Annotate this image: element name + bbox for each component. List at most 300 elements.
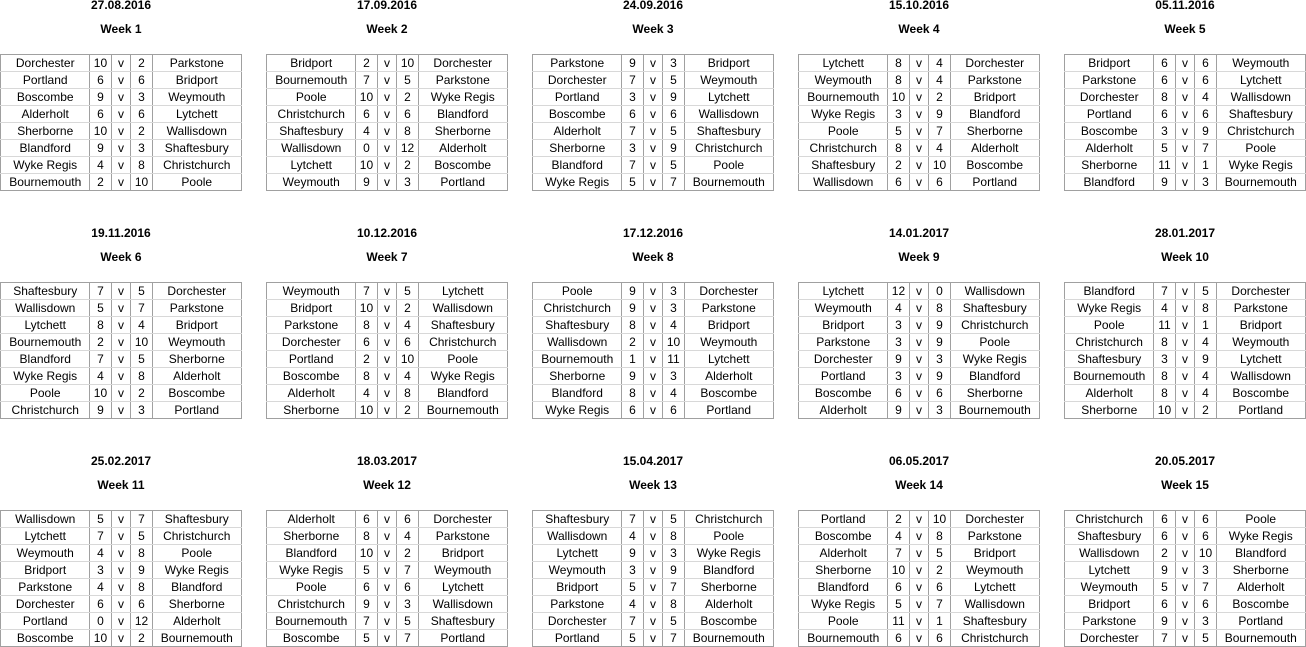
home-team: Wyke Regis bbox=[799, 106, 888, 123]
home-team: Sherborne bbox=[267, 402, 356, 419]
fixtures-table bbox=[532, 54, 774, 191]
fixture-row bbox=[799, 511, 1040, 528]
home-score: 6 bbox=[888, 385, 909, 402]
fixture-row bbox=[1, 630, 242, 647]
fixture-row bbox=[267, 511, 508, 528]
home-team: Alderholt bbox=[1065, 385, 1154, 402]
fixture-row bbox=[267, 55, 508, 72]
versus-label: v bbox=[377, 157, 397, 174]
week-date: 27.08.2016 bbox=[90, 0, 152, 12]
home-team: Wallisdown bbox=[533, 334, 622, 351]
home-score: 10 bbox=[356, 157, 377, 174]
home-team: Sherborne bbox=[267, 528, 356, 545]
away-score: 9 bbox=[929, 317, 950, 334]
versus-label: v bbox=[111, 55, 131, 72]
home-score: 10 bbox=[90, 55, 111, 72]
home-score: 9 bbox=[1154, 562, 1175, 579]
home-team: Christchurch bbox=[1065, 511, 1154, 528]
home-team: Weymouth bbox=[1, 545, 90, 562]
away-team: Lytchett bbox=[684, 351, 773, 368]
fixture-row bbox=[799, 613, 1040, 630]
fixtures-table bbox=[1064, 282, 1306, 419]
week-date: 18.03.2017 bbox=[356, 454, 418, 468]
away-team: Parkstone bbox=[684, 300, 773, 317]
away-team: Boscombe bbox=[684, 385, 773, 402]
home-team: Bournemouth bbox=[267, 613, 356, 630]
week-date: 17.12.2016 bbox=[622, 226, 684, 240]
fixtures-table bbox=[798, 510, 1040, 647]
away-score: 6 bbox=[397, 511, 418, 528]
fixture-row bbox=[1065, 283, 1306, 300]
fixture-row bbox=[1065, 317, 1306, 334]
fixture-row bbox=[1065, 89, 1306, 106]
versus-label: v bbox=[643, 562, 663, 579]
away-score: 7 bbox=[131, 300, 152, 317]
away-team: Weymouth bbox=[1216, 334, 1305, 351]
away-team: Boscombe bbox=[950, 157, 1039, 174]
versus-label: v bbox=[111, 613, 131, 630]
away-score: 6 bbox=[1195, 528, 1216, 545]
away-team: Portland bbox=[418, 630, 507, 647]
versus-label: v bbox=[909, 174, 929, 191]
away-team: Wallisdown bbox=[684, 106, 773, 123]
home-score: 4 bbox=[622, 596, 643, 613]
home-team: Bournemouth bbox=[533, 351, 622, 368]
home-score: 8 bbox=[1154, 89, 1175, 106]
home-team: Alderholt bbox=[267, 385, 356, 402]
versus-label: v bbox=[643, 157, 663, 174]
away-score: 2 bbox=[397, 157, 418, 174]
fixture-row bbox=[1, 300, 242, 317]
home-team: Parkstone bbox=[267, 317, 356, 334]
versus-label: v bbox=[909, 545, 929, 562]
fixture-row bbox=[1, 545, 242, 562]
home-team: Poole bbox=[799, 123, 888, 140]
home-team: Poole bbox=[533, 283, 622, 300]
home-team: Wallisdown bbox=[1, 511, 90, 528]
home-score: 6 bbox=[888, 630, 909, 647]
home-score: 3 bbox=[888, 106, 909, 123]
fixture-row bbox=[1, 368, 242, 385]
home-score: 9 bbox=[90, 140, 111, 157]
away-score: 6 bbox=[929, 174, 950, 191]
versus-label: v bbox=[1175, 630, 1195, 647]
week-title: Week 14 bbox=[895, 478, 943, 492]
home-score: 10 bbox=[90, 123, 111, 140]
home-score: 5 bbox=[888, 596, 909, 613]
away-team: Wallisdown bbox=[1216, 89, 1305, 106]
away-score: 9 bbox=[663, 562, 684, 579]
away-score: 2 bbox=[929, 562, 950, 579]
away-team: Sherborne bbox=[152, 351, 241, 368]
away-score: 6 bbox=[1195, 106, 1216, 123]
away-score: 2 bbox=[397, 545, 418, 562]
home-team: Lytchett bbox=[1065, 562, 1154, 579]
home-score: 7 bbox=[90, 283, 111, 300]
home-team: Parkstone bbox=[533, 596, 622, 613]
away-score: 1 bbox=[929, 613, 950, 630]
away-team: Wallisdown bbox=[418, 300, 507, 317]
fixture-row bbox=[533, 351, 774, 368]
away-team: Bournemouth bbox=[1216, 174, 1305, 191]
versus-label: v bbox=[1175, 596, 1195, 613]
fixture-row bbox=[1065, 55, 1306, 72]
away-team: Lytchett bbox=[1216, 72, 1305, 89]
fixture-row bbox=[533, 596, 774, 613]
home-team: Portland bbox=[1, 72, 90, 89]
home-team: Portland bbox=[267, 351, 356, 368]
versus-label: v bbox=[1175, 317, 1195, 334]
versus-label: v bbox=[643, 317, 663, 334]
versus-label: v bbox=[909, 579, 929, 596]
fixtures-table bbox=[0, 282, 242, 419]
away-score: 7 bbox=[663, 630, 684, 647]
home-score: 7 bbox=[356, 72, 377, 89]
away-team: Blandford bbox=[418, 106, 507, 123]
fixture-row bbox=[799, 351, 1040, 368]
home-score: 6 bbox=[90, 72, 111, 89]
away-team: Christchurch bbox=[418, 334, 507, 351]
home-score: 7 bbox=[622, 511, 643, 528]
away-team: Christchurch bbox=[684, 140, 773, 157]
fixture-row bbox=[267, 106, 508, 123]
fixture-row bbox=[799, 545, 1040, 562]
home-team: Portland bbox=[799, 511, 888, 528]
away-score: 3 bbox=[663, 368, 684, 385]
fixture-row bbox=[1, 613, 242, 630]
home-team: Poole bbox=[799, 613, 888, 630]
versus-label: v bbox=[643, 72, 663, 89]
away-team: Shaftesbury bbox=[1216, 106, 1305, 123]
versus-label: v bbox=[909, 402, 929, 419]
versus-label: v bbox=[643, 351, 663, 368]
fixture-row bbox=[799, 528, 1040, 545]
away-score: 4 bbox=[131, 317, 152, 334]
home-team: Bridport bbox=[1, 562, 90, 579]
away-score: 6 bbox=[397, 579, 418, 596]
away-score: 10 bbox=[397, 55, 418, 72]
home-team: Lytchett bbox=[799, 283, 888, 300]
away-team: Shaftesbury bbox=[950, 613, 1039, 630]
away-score: 8 bbox=[397, 385, 418, 402]
away-team: Boscombe bbox=[152, 385, 241, 402]
home-score: 9 bbox=[356, 174, 377, 191]
away-score: 3 bbox=[1195, 562, 1216, 579]
away-team: Portland bbox=[1216, 613, 1305, 630]
home-team: Dorchester bbox=[533, 613, 622, 630]
away-score: 12 bbox=[131, 613, 152, 630]
home-team: Dorchester bbox=[1, 596, 90, 613]
away-score: 6 bbox=[397, 334, 418, 351]
home-score: 3 bbox=[888, 317, 909, 334]
fixture-row bbox=[533, 89, 774, 106]
away-team: Lytchett bbox=[418, 579, 507, 596]
away-score: 9 bbox=[663, 140, 684, 157]
fixture-row bbox=[1065, 351, 1306, 368]
home-score: 9 bbox=[1154, 174, 1175, 191]
away-score: 9 bbox=[131, 562, 152, 579]
versus-label: v bbox=[377, 613, 397, 630]
versus-label: v bbox=[643, 123, 663, 140]
week-title: Week 9 bbox=[898, 250, 940, 264]
fixture-row bbox=[1065, 385, 1306, 402]
away-team: Blandford bbox=[1216, 545, 1305, 562]
away-team: Boscombe bbox=[684, 613, 773, 630]
away-team: Lytchett bbox=[1216, 351, 1305, 368]
away-team: Portland bbox=[152, 402, 241, 419]
home-team: Blandford bbox=[533, 157, 622, 174]
away-team: Parkstone bbox=[152, 55, 241, 72]
versus-label: v bbox=[643, 140, 663, 157]
home-team: Parkstone bbox=[1065, 72, 1154, 89]
fixture-row bbox=[533, 317, 774, 334]
home-team: Parkstone bbox=[1, 579, 90, 596]
home-score: 6 bbox=[888, 174, 909, 191]
fixture-row bbox=[533, 528, 774, 545]
versus-label: v bbox=[111, 283, 131, 300]
fixture-row bbox=[1, 140, 242, 157]
versus-label: v bbox=[377, 351, 397, 368]
fixture-row bbox=[1065, 402, 1306, 419]
home-team: Alderholt bbox=[267, 511, 356, 528]
home-team: Bridport bbox=[1065, 596, 1154, 613]
home-score: 9 bbox=[622, 55, 643, 72]
home-team: Bridport bbox=[267, 55, 356, 72]
week-date: 15.04.2017 bbox=[622, 454, 684, 468]
home-team: Alderholt bbox=[799, 545, 888, 562]
versus-label: v bbox=[909, 528, 929, 545]
away-team: Poole bbox=[1216, 140, 1305, 157]
away-score: 3 bbox=[1195, 613, 1216, 630]
versus-label: v bbox=[643, 630, 663, 647]
away-team: Weymouth bbox=[418, 562, 507, 579]
home-team: Sherborne bbox=[799, 562, 888, 579]
fixture-row bbox=[1065, 613, 1306, 630]
away-team: Bridport bbox=[950, 545, 1039, 562]
fixture-row bbox=[799, 123, 1040, 140]
home-score: 6 bbox=[90, 596, 111, 613]
versus-label: v bbox=[377, 317, 397, 334]
home-team: Lytchett bbox=[533, 545, 622, 562]
week-title: Week 12 bbox=[363, 478, 411, 492]
home-score: 6 bbox=[1154, 55, 1175, 72]
versus-label: v bbox=[1175, 613, 1195, 630]
away-team: Bridport bbox=[684, 317, 773, 334]
home-team: Christchurch bbox=[1, 402, 90, 419]
home-team: Poole bbox=[1065, 317, 1154, 334]
away-score: 4 bbox=[929, 72, 950, 89]
versus-label: v bbox=[111, 123, 131, 140]
away-score: 2 bbox=[131, 123, 152, 140]
away-score: 11 bbox=[663, 351, 684, 368]
versus-label: v bbox=[377, 174, 397, 191]
versus-label: v bbox=[377, 334, 397, 351]
home-score: 5 bbox=[888, 123, 909, 140]
away-score: 2 bbox=[131, 385, 152, 402]
away-score: 10 bbox=[131, 174, 152, 191]
versus-label: v bbox=[1175, 579, 1195, 596]
home-score: 9 bbox=[888, 351, 909, 368]
fixture-row bbox=[1, 283, 242, 300]
away-team: Wyke Regis bbox=[418, 368, 507, 385]
home-team: Portland bbox=[1, 613, 90, 630]
home-team: Christchurch bbox=[267, 106, 356, 123]
away-team: Christchurch bbox=[1216, 123, 1305, 140]
versus-label: v bbox=[909, 283, 929, 300]
fixture-row bbox=[799, 334, 1040, 351]
home-score: 7 bbox=[622, 123, 643, 140]
away-team: Dorchester bbox=[1216, 283, 1305, 300]
home-score: 6 bbox=[1154, 106, 1175, 123]
week-title: Week 2 bbox=[366, 22, 408, 36]
away-score: 3 bbox=[131, 402, 152, 419]
away-team: Sherborne bbox=[950, 385, 1039, 402]
home-team: Alderholt bbox=[1065, 140, 1154, 157]
home-score: 6 bbox=[90, 106, 111, 123]
home-team: Boscombe bbox=[1065, 123, 1154, 140]
away-score: 5 bbox=[663, 157, 684, 174]
away-team: Bridport bbox=[684, 55, 773, 72]
home-score: 6 bbox=[356, 334, 377, 351]
home-team: Portland bbox=[1065, 106, 1154, 123]
home-team: Alderholt bbox=[799, 402, 888, 419]
away-team: Portland bbox=[418, 174, 507, 191]
home-team: Bridport bbox=[533, 579, 622, 596]
versus-label: v bbox=[111, 140, 131, 157]
home-score: 10 bbox=[356, 545, 377, 562]
home-team: Portland bbox=[533, 89, 622, 106]
week-date: 14.01.2017 bbox=[888, 226, 950, 240]
away-team: Parkstone bbox=[950, 72, 1039, 89]
home-team: Bournemouth bbox=[799, 89, 888, 106]
away-score: 0 bbox=[929, 283, 950, 300]
home-team: Wyke Regis bbox=[1, 157, 90, 174]
fixture-row bbox=[533, 579, 774, 596]
away-score: 8 bbox=[131, 579, 152, 596]
week-date: 05.11.2016 bbox=[1155, 0, 1215, 12]
versus-label: v bbox=[909, 511, 929, 528]
away-team: Sherborne bbox=[152, 596, 241, 613]
home-score: 8 bbox=[1154, 334, 1175, 351]
away-team: Wallisdown bbox=[1216, 368, 1305, 385]
away-score: 2 bbox=[1195, 402, 1216, 419]
fixture-row bbox=[799, 55, 1040, 72]
home-team: Dorchester bbox=[799, 351, 888, 368]
home-score: 4 bbox=[356, 385, 377, 402]
fixture-row bbox=[1065, 300, 1306, 317]
away-team: Parkstone bbox=[950, 528, 1039, 545]
fixture-row bbox=[267, 89, 508, 106]
versus-label: v bbox=[909, 562, 929, 579]
home-score: 2 bbox=[888, 157, 909, 174]
versus-label: v bbox=[1175, 55, 1195, 72]
home-team: Boscombe bbox=[267, 368, 356, 385]
away-team: Blandford bbox=[418, 385, 507, 402]
fixture-row bbox=[267, 562, 508, 579]
away-team: Poole bbox=[152, 545, 241, 562]
home-team: Bridport bbox=[267, 300, 356, 317]
fixture-row bbox=[267, 613, 508, 630]
fixture-row bbox=[799, 283, 1040, 300]
away-team: Christchurch bbox=[950, 317, 1039, 334]
home-score: 6 bbox=[1154, 72, 1175, 89]
home-score: 2 bbox=[90, 334, 111, 351]
home-score: 10 bbox=[888, 89, 909, 106]
away-team: Shaftesbury bbox=[950, 300, 1039, 317]
away-score: 5 bbox=[397, 72, 418, 89]
away-score: 3 bbox=[397, 174, 418, 191]
away-score: 4 bbox=[663, 385, 684, 402]
away-team: Poole bbox=[684, 528, 773, 545]
home-score: 4 bbox=[888, 528, 909, 545]
away-team: Sherborne bbox=[1216, 562, 1305, 579]
fixture-row bbox=[267, 72, 508, 89]
fixture-row bbox=[799, 579, 1040, 596]
week-title: Week 15 bbox=[1161, 478, 1209, 492]
home-score: 9 bbox=[622, 283, 643, 300]
fixture-row bbox=[1, 562, 242, 579]
away-team: Bournemouth bbox=[684, 174, 773, 191]
fixtures-table bbox=[266, 282, 508, 419]
away-score: 9 bbox=[929, 368, 950, 385]
home-team: Boscombe bbox=[1, 89, 90, 106]
versus-label: v bbox=[111, 89, 131, 106]
away-score: 5 bbox=[663, 72, 684, 89]
versus-label: v bbox=[111, 385, 131, 402]
fixture-row bbox=[799, 106, 1040, 123]
away-score: 9 bbox=[1195, 123, 1216, 140]
home-score: 8 bbox=[1154, 368, 1175, 385]
away-team: Portland bbox=[684, 402, 773, 419]
home-team: Boscombe bbox=[799, 385, 888, 402]
away-score: 7 bbox=[929, 123, 950, 140]
week-date: 15.10.2016 bbox=[888, 0, 950, 12]
fixture-row bbox=[1, 123, 242, 140]
home-team: Sherborne bbox=[533, 140, 622, 157]
home-score: 11 bbox=[888, 613, 909, 630]
fixture-row bbox=[533, 106, 774, 123]
versus-label: v bbox=[377, 72, 397, 89]
away-score: 10 bbox=[131, 334, 152, 351]
home-score: 5 bbox=[356, 562, 377, 579]
fixture-row bbox=[1, 528, 242, 545]
home-score: 2 bbox=[356, 55, 377, 72]
away-score: 4 bbox=[397, 368, 418, 385]
home-team: Boscombe bbox=[267, 630, 356, 647]
fixture-row bbox=[799, 140, 1040, 157]
home-score: 3 bbox=[888, 334, 909, 351]
away-score: 6 bbox=[131, 72, 152, 89]
home-score: 8 bbox=[356, 368, 377, 385]
fixture-row bbox=[799, 402, 1040, 419]
fixture-row bbox=[267, 402, 508, 419]
fixture-row bbox=[1, 317, 242, 334]
fixture-row bbox=[267, 123, 508, 140]
home-team: Wallisdown bbox=[267, 140, 356, 157]
home-team: Alderholt bbox=[533, 123, 622, 140]
week-date: 20.05.2017 bbox=[1154, 454, 1216, 468]
away-score: 6 bbox=[929, 385, 950, 402]
away-score: 6 bbox=[1195, 596, 1216, 613]
home-score: 10 bbox=[356, 89, 377, 106]
fixtures-table bbox=[532, 282, 774, 419]
home-team: Blandford bbox=[1, 140, 90, 157]
fixture-row bbox=[1065, 630, 1306, 647]
home-score: 6 bbox=[1154, 596, 1175, 613]
away-score: 7 bbox=[929, 596, 950, 613]
home-team: Blandford bbox=[799, 579, 888, 596]
away-score: 5 bbox=[663, 511, 684, 528]
